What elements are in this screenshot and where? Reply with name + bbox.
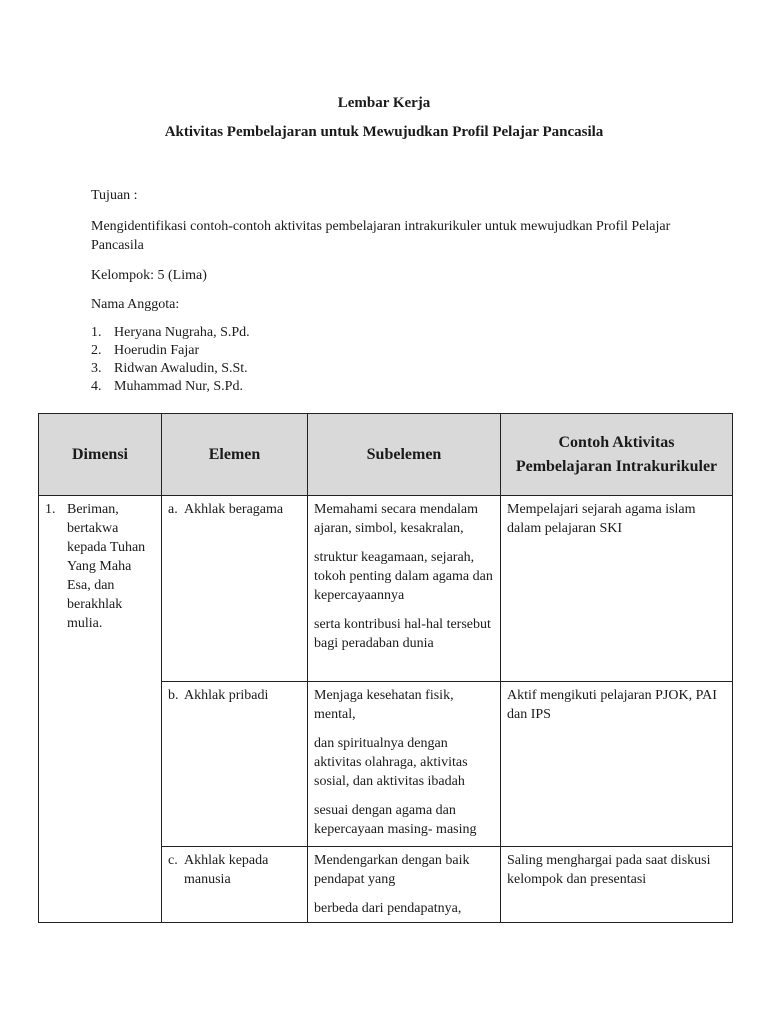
- table-header-row: [39, 414, 733, 496]
- elemen-number: b.: [168, 688, 179, 703]
- subelemen-text: sesuai dengan agama dan kepercayaan masing- masing: [314, 803, 477, 837]
- member-number: 3.: [91, 361, 102, 376]
- header-subelemen: Subelemen: [308, 414, 501, 496]
- member-number: 2.: [91, 343, 102, 358]
- member-item: [91, 342, 250, 360]
- kelompok-text: Kelompok: 5 (Lima): [91, 268, 207, 283]
- dimensi-number: 1.: [45, 502, 56, 517]
- dimensi-cell: [39, 496, 162, 923]
- table-row: [39, 496, 733, 682]
- header-contoh: Contoh Aktivitas Pembelajaran Intrakurikuler: [501, 414, 733, 496]
- elemen-cell: [162, 847, 308, 923]
- contoh-cell: Saling menghargai pada saat diskusi kelompok dan presentasi: [501, 847, 733, 923]
- subelemen-cell: [308, 496, 501, 682]
- member-item: [91, 324, 250, 342]
- subelemen-text: Mendengarkan dengan baik pendapat yang: [314, 853, 470, 887]
- subelemen-text: struktur keagamaan, sejarah, tokoh penting dalam agama dan kepercayaannya: [314, 550, 493, 603]
- subelemen-cell: [308, 682, 501, 847]
- subelemen-cell: [308, 847, 501, 923]
- member-name: Ridwan Awaludin, S.St.: [114, 361, 248, 376]
- subelemen-text: Menjaga kesehatan fisik, mental,: [314, 688, 454, 722]
- elemen-text: Akhlak pribadi: [184, 688, 269, 703]
- contoh-cell: Mempelajari sejarah agama islam dalam pelajaran SKI: [501, 496, 733, 682]
- tujuan-label: Tujuan :: [91, 188, 138, 203]
- subelemen-text: dan spiritualnya dengan aktivitas olahraga, aktivitas sosial, dan aktivitas ibadah: [314, 736, 468, 789]
- member-name: Muhammad Nur, S.Pd.: [114, 379, 243, 394]
- member-name: Hoerudin Fajar: [114, 343, 200, 358]
- header-dimensi: Dimensi: [39, 414, 162, 496]
- subelemen-text: berbeda dari pendapatnya,: [314, 901, 462, 916]
- worksheet-table: [38, 413, 733, 923]
- member-number: 4.: [91, 379, 102, 394]
- anggota-label: Nama Anggota:: [91, 297, 180, 312]
- elemen-number: a.: [168, 502, 178, 517]
- member-item: [91, 360, 250, 378]
- document-title: Lembar Kerja: [337, 95, 431, 111]
- header-elemen: Elemen: [162, 414, 308, 496]
- member-number: 1.: [91, 325, 102, 340]
- tujuan-text: Mengidentifikasi contoh-contoh aktivitas pembelajaran intrakurikuler untuk mewujudkan Profil Pelajar Pancasila: [91, 219, 671, 253]
- subelemen-text: Memahami secara mendalam ajaran, simbol, kesakralan,: [314, 502, 479, 536]
- elemen-text: Akhlak beragama: [184, 502, 284, 517]
- elemen-number: c.: [168, 853, 178, 868]
- elemen-cell: [162, 496, 308, 682]
- subelemen-text: serta kontribusi hal-hal tersebut bagi peradaban dunia: [314, 617, 491, 651]
- document-subtitle: Aktivitas Pembelajaran untuk Mewujudkan Profil Pelajar Pancasila: [164, 124, 604, 140]
- member-name: Heryana Nugraha, S.Pd.: [114, 325, 250, 340]
- elemen-cell: [162, 682, 308, 847]
- member-list: [91, 324, 250, 396]
- contoh-cell: Aktif mengikuti pelajaran PJOK, PAI dan IPS: [501, 682, 733, 847]
- dimensi-text: Beriman, bertakwa kepada Tuhan Yang Maha Esa, dan berakhlak mulia.: [67, 502, 146, 631]
- member-item: [91, 378, 250, 396]
- elemen-text: Akhlak kepada manusia: [184, 853, 269, 887]
